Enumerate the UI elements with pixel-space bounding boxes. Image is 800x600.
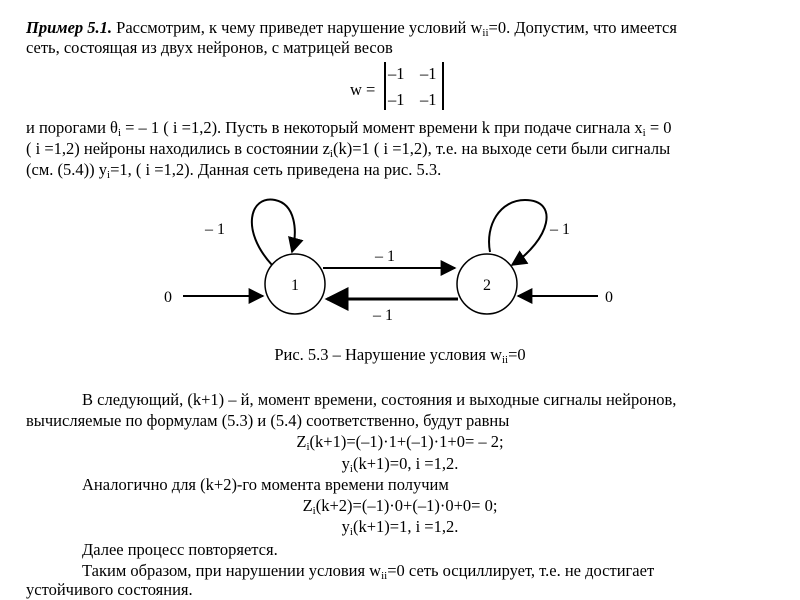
formula-y-k1: $y_i(k+1)=0$, i =1,2.	[341, 454, 459, 475]
example-line-2: сеть, состоящая из двух нейронов, с матрицей весов	[26, 38, 393, 57]
input-left-value: 0	[164, 289, 172, 306]
formula-y-k2: $y_i(k+1)=1$, i =1,2.	[341, 517, 459, 538]
formula-z-k1: $Z_i(k+1)=(-1)\cdot 1+(-1)\cdot 1+0= - 2$;	[296, 432, 504, 453]
para1-line-1: и порогами $\theta_i$ = – 1 ( i =1,2). Пусть в некоторый момент времени k при подаче сигнала $x_i = 0$	[26, 118, 672, 139]
self-loop-left-weight: – 1	[205, 221, 225, 238]
node-2-label: 2	[483, 277, 491, 294]
matrix-cell: –1	[420, 64, 437, 83]
matrix-cell: –1	[388, 64, 405, 83]
input-right-value: 0	[605, 289, 613, 306]
para2-line-1: В следующий, (k+1) – й, момент времени, состояния и выходные сигналы нейронов,	[82, 390, 677, 409]
para2-line-2: вычисляемые по формулам (5.3) и (5.4) соответственно, будут равны	[26, 411, 510, 430]
example-label: Пример 5.1.	[26, 18, 113, 37]
matrix-cell: –1	[388, 90, 405, 109]
example-line-1: Пример 5.1. Рассмотрим, к чему приведет нарушение условий $w_{ii}=0$. Допустим, что имеется	[26, 18, 677, 39]
figure-caption: Рис. 5.3 – Нарушение условия $w_{ii}=0$	[274, 345, 526, 366]
edge-top-weight: – 1	[375, 248, 395, 265]
matrix-label: w =	[350, 80, 376, 99]
node-1-label: 1	[291, 277, 299, 294]
para2-line-6: устойчивого состояния.	[26, 580, 193, 599]
edge-bottom-weight: – 1	[373, 307, 393, 324]
formula-z-k2: $Z_i(k+2)=(-1)\cdot 0+(-1)\cdot 0+0= 0$;	[302, 496, 498, 517]
para1-line-3: (см. (5.4)) $y_i=1$, ( i =1,2). Данная сеть приведена на рис. 5.3.	[26, 160, 442, 181]
matrix-cell: –1	[420, 90, 437, 109]
para2-line-5: Таким образом, при нарушении условия $w_{ii}=0$ сеть осциллирует, т.е. не достигает	[82, 561, 655, 582]
para2-line-3: Аналогично для (k+2)-го момента времени получим	[82, 475, 449, 494]
self-loop-right-weight: – 1	[550, 221, 570, 238]
para1-line-2: ( i =1,2) нейроны находились в состоянии $z_i(k)=1$ ( i =1,2), т.е. на выходе сети были сигналы	[26, 139, 671, 160]
para2-line-4: Далее процесс повторяется.	[82, 540, 278, 559]
